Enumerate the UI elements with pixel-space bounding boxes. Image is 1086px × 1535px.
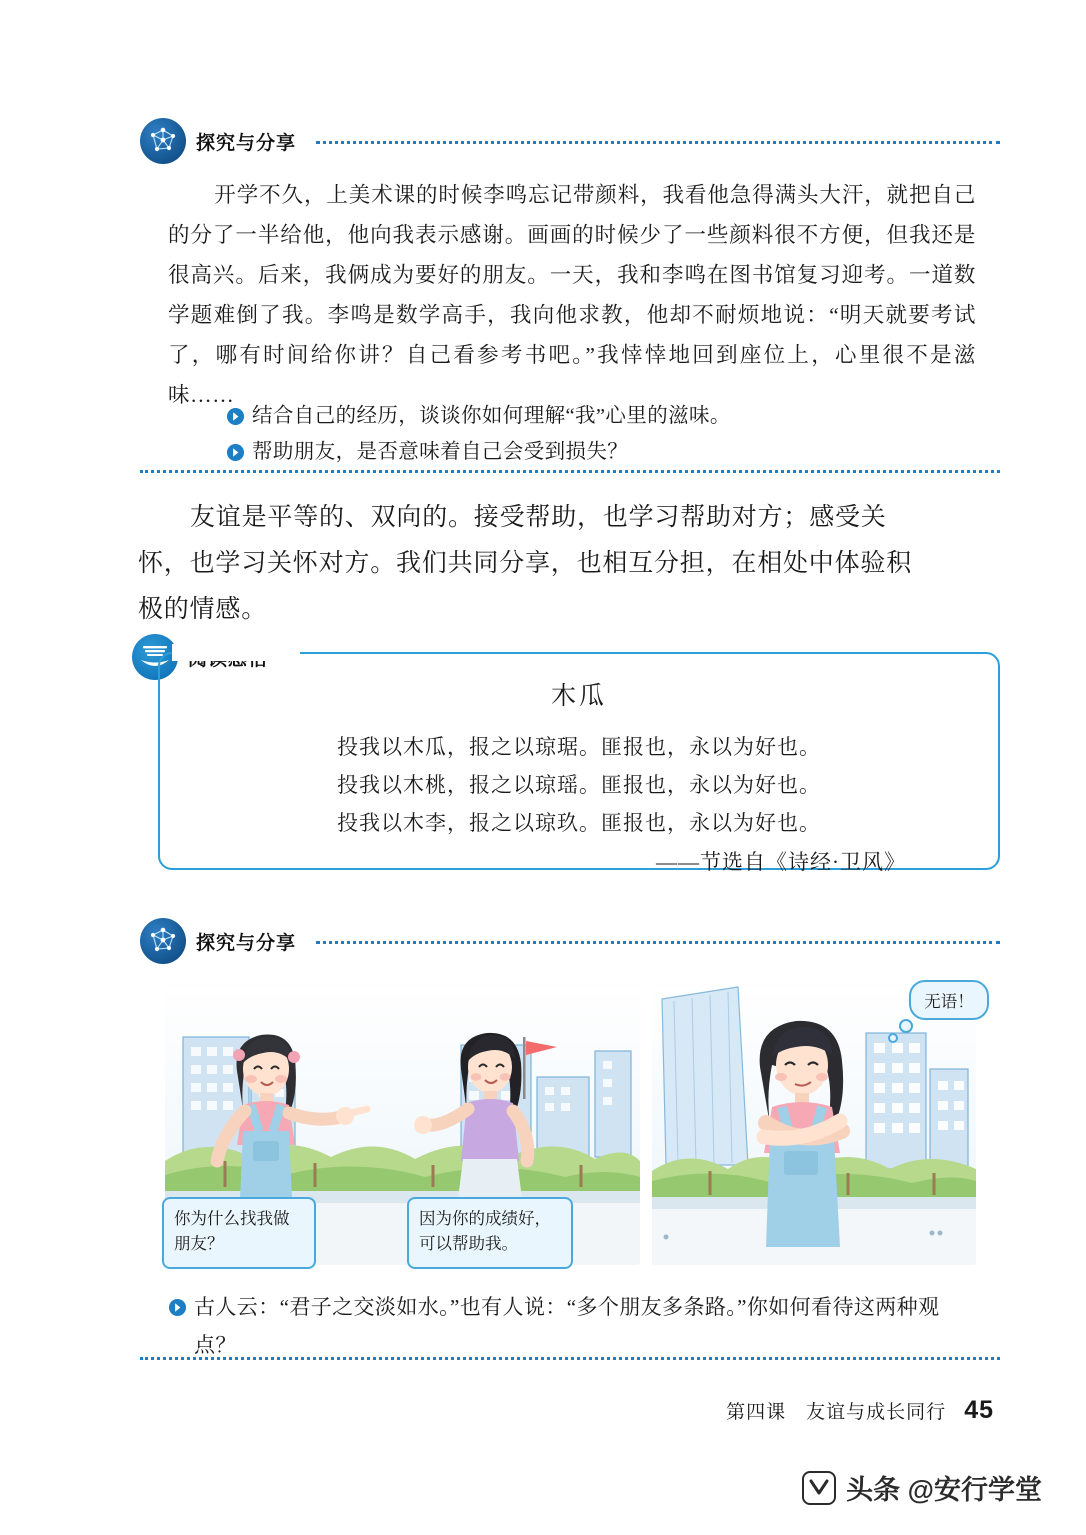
- question-text: 古人云：“君子之交淡如水。”也有人说：“多个朋友多条路。”你如何看待这两种观点？: [194, 1295, 940, 1357]
- section-bottom-rule-2: [140, 1357, 1000, 1360]
- header-dotted-rule: [316, 941, 1000, 944]
- chevron-bullet-icon: [226, 443, 245, 462]
- illustration-right-svg: [652, 985, 976, 1265]
- poem-body: [160, 728, 998, 842]
- network-node-icon-glyph: [145, 923, 181, 959]
- section-header-explore-2: [140, 918, 1000, 964]
- page-footer: [726, 1396, 994, 1425]
- network-node-icon: [140, 118, 186, 164]
- main-paragraph-text: 友谊是平等的、双向的。接受帮助，也学习帮助对方；感受关怀，也学习关怀对方。我们共同分享，也相互分担，在相处中体验积极的情感。: [138, 504, 913, 623]
- speech-bubble-middle-text: 因为你的成绩好，可以帮助我。: [419, 1210, 551, 1253]
- illustration-right-scene: [652, 985, 976, 1265]
- poem-source: ——节选自《诗经·卫风》: [656, 850, 906, 874]
- section-bottom-rule-1: [140, 470, 1000, 473]
- speech-bubble-middle: [407, 1197, 573, 1269]
- character-girl-crossed-arms: [760, 1021, 844, 1247]
- speech-bubble-left: [162, 1197, 316, 1269]
- poem-line: 投我以木瓜，报之以琼琚。匪报也，永以为好也。: [337, 735, 821, 759]
- reading-box: [158, 652, 1000, 874]
- speech-bubble-right-tail: [880, 1018, 920, 1052]
- list-item: [226, 434, 976, 470]
- main-paragraph: [138, 495, 928, 633]
- headline-logo-icon: [802, 1471, 836, 1505]
- list-item: [168, 1288, 980, 1364]
- section-title: 探究与分享: [196, 132, 297, 154]
- section-title: 探究与分享: [196, 932, 297, 954]
- poem-line: 投我以木桃，报之以琼瑶。匪报也，永以为好也。: [337, 773, 821, 797]
- chevron-bullet-icon: [226, 407, 245, 426]
- speech-bubble-left-text: 你为什么找我做朋友？: [174, 1210, 290, 1253]
- watermark: [802, 1468, 1042, 1507]
- speech-bubble-right-text: 无语！: [924, 993, 974, 1011]
- reading-title-mask: [172, 644, 300, 661]
- story-paragraph: [168, 175, 976, 415]
- question-text: 结合自己的经历，谈谈你如何理解“我”心里的滋味。: [252, 405, 731, 427]
- poem-title: 木瓜: [550, 683, 607, 710]
- page-number: 45: [964, 1396, 994, 1424]
- story-text: 开学不久，上美术课的时候李鸣忘记带颜料，我看他急得满头大汗，就把自己的分了一半给他，他向我表示感谢。画画的时候少了一些颜料很不方便，但我还是很高兴。后来，我俩成为要好的朋友。一天，我和李鸣在图书馆复习迎考。一道数学题难倒了我。李鸣是数学高手，我向他求教，他却不耐烦地说：“明天就要考试了，哪有时间给你讲？自己看参考书吧。”我悻悻地回到座位上，心里很不是滋味……: [168, 183, 976, 407]
- question-list-2: [168, 1288, 980, 1364]
- speech-bubble-right: [909, 980, 989, 1020]
- list-item: [226, 398, 976, 434]
- network-node-icon-glyph: [145, 123, 181, 159]
- poem-line: 投我以木李，报之以琼玖。匪报也，永以为好也。: [337, 811, 821, 835]
- question-text: 帮助朋友，是否意味着自己会受到损失？: [252, 441, 629, 463]
- watermark-text: 头条 @安行学堂: [846, 1475, 1042, 1505]
- header-dotted-rule: [316, 141, 1000, 144]
- footer-chapter: 第四课 友谊与成长同行: [726, 1402, 947, 1423]
- network-node-icon: [140, 918, 186, 964]
- question-list-1: [168, 398, 976, 470]
- section-header-explore-1: [140, 118, 1000, 164]
